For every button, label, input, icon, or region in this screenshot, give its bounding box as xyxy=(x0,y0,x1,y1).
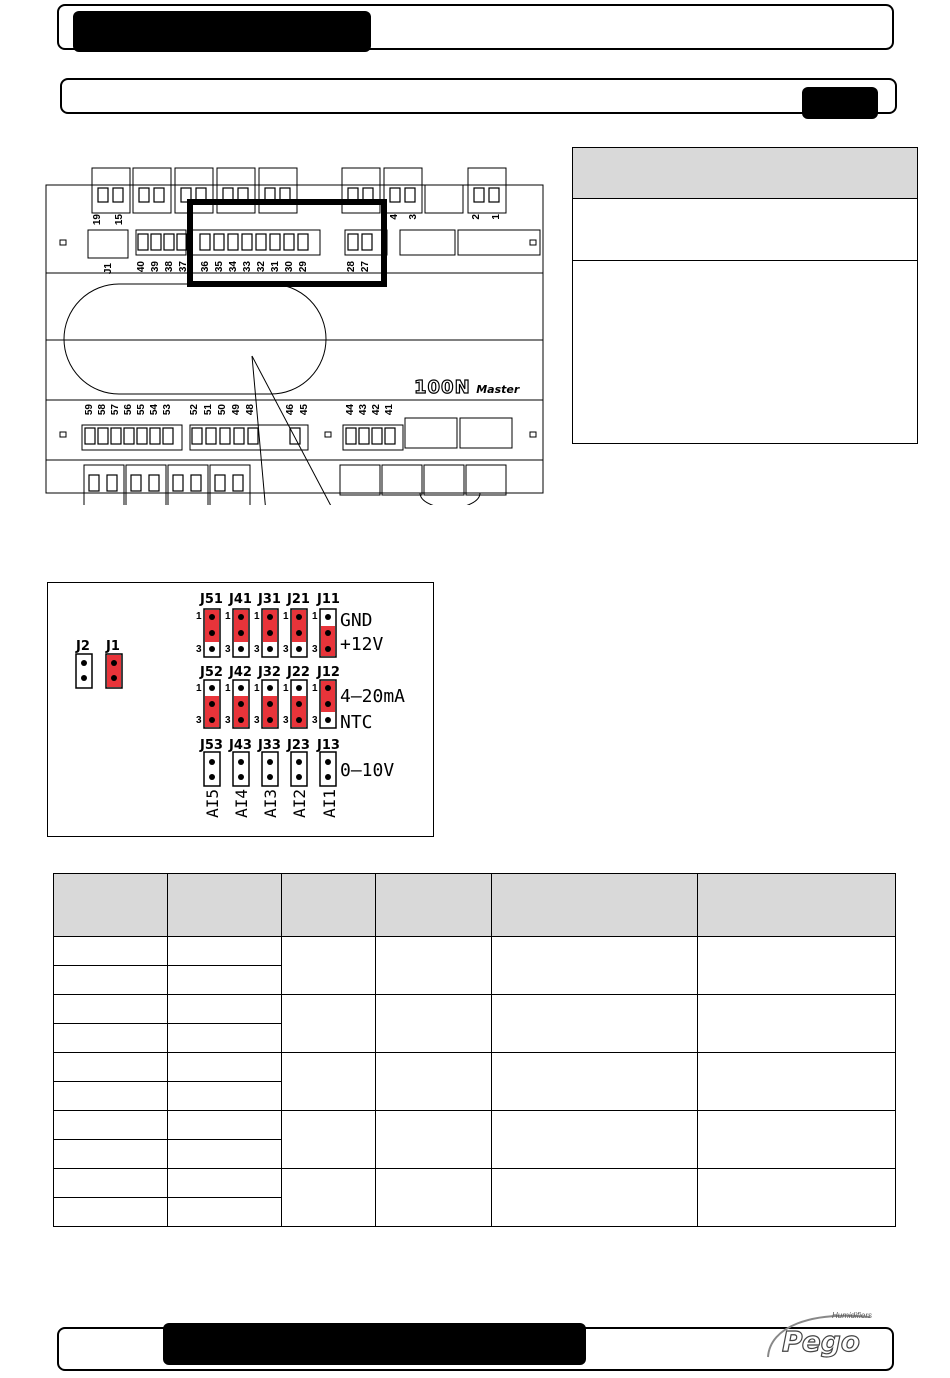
jumper-label: J13 xyxy=(317,738,340,753)
info-box-row xyxy=(573,199,917,261)
pin-number: 1 xyxy=(283,683,289,694)
terminal-label: 52 xyxy=(189,404,200,416)
terminal-label: 41 xyxy=(384,404,395,416)
terminal-label: 46 xyxy=(285,404,296,416)
table-header xyxy=(54,874,896,937)
jumper-label: J43 xyxy=(229,738,252,753)
footer-title-bar xyxy=(163,1323,586,1365)
terminal-label: 4 xyxy=(389,214,400,220)
jumper-label: J31 xyxy=(258,592,281,607)
header-title-bar xyxy=(73,11,371,52)
terminal-label: 54 xyxy=(149,404,160,416)
terminal-label: 28 xyxy=(346,261,357,273)
info-box-header xyxy=(573,148,917,199)
terminal-label: 48 xyxy=(245,404,256,416)
jumper-label: J21 xyxy=(287,592,310,607)
terminal-label: 19 xyxy=(92,214,103,226)
terminal-label: 33 xyxy=(242,261,253,273)
jumper-label: J52 xyxy=(200,665,223,680)
pin-number: 1 xyxy=(312,611,318,622)
jumper-label: J53 xyxy=(200,738,223,753)
pin-number: 3 xyxy=(312,715,318,726)
jumper-label-j2: J2 xyxy=(76,639,90,654)
pin-number: 3 xyxy=(254,715,260,726)
terminal-label: 3 xyxy=(408,214,419,220)
model-label: 100N Master xyxy=(414,377,520,398)
pin-number: 3 xyxy=(196,715,202,726)
terminal-label: 53 xyxy=(162,404,173,416)
terminal-label: 39 xyxy=(150,261,161,273)
terminal-label: 2 xyxy=(471,214,482,220)
jumper-label: J33 xyxy=(258,738,281,753)
pego-logo: Humidifiers Pego xyxy=(760,1305,880,1365)
jumper-label: J41 xyxy=(229,592,252,607)
terminal-label: 51 xyxy=(203,404,214,416)
analog-input-label: AI3 xyxy=(261,789,280,818)
signal-4-20ma: 4–20mA xyxy=(340,686,406,707)
terminal-label: 15 xyxy=(114,214,125,226)
section-frame xyxy=(60,78,897,114)
analog-input-label: AI1 xyxy=(320,789,339,818)
signal-gnd: GND xyxy=(340,610,373,631)
pin-number: 1 xyxy=(312,683,318,694)
terminal-label: 45 xyxy=(299,404,310,416)
terminal-label: 56 xyxy=(123,404,134,416)
table-row xyxy=(54,1169,896,1198)
terminal-label: 35 xyxy=(214,261,225,273)
terminal-label: 1 xyxy=(491,214,502,220)
pin-number: 1 xyxy=(254,683,260,694)
signal-0-10v: 0–10V xyxy=(340,760,395,781)
terminal-label: 27 xyxy=(360,261,371,273)
terminal-label: 58 xyxy=(97,404,108,416)
terminal-label: 49 xyxy=(231,404,242,416)
signal-12v: +12V xyxy=(340,634,384,655)
terminal-label: 42 xyxy=(371,404,382,416)
terminal-label: 59 xyxy=(84,404,95,416)
terminal-label: 44 xyxy=(345,404,356,416)
board-drawing xyxy=(40,160,560,505)
jumper-label: J42 xyxy=(229,665,252,680)
table-row xyxy=(54,937,896,966)
pin-number: 1 xyxy=(225,683,231,694)
pin-number: 3 xyxy=(283,644,289,655)
jumper-label: J32 xyxy=(258,665,281,680)
terminal-label: 55 xyxy=(136,404,147,416)
pin-number: 3 xyxy=(225,715,231,726)
pin-number: 1 xyxy=(196,611,202,622)
pin-number: 3 xyxy=(196,644,202,655)
page-number-badge xyxy=(802,87,878,119)
jumper-label: J11 xyxy=(317,592,340,607)
info-box xyxy=(572,147,918,444)
pin-number: 3 xyxy=(283,715,289,726)
connector-j1-label: J1 xyxy=(103,263,114,275)
pin-number: 1 xyxy=(225,611,231,622)
pin-number: 3 xyxy=(254,644,260,655)
terminal-label: 29 xyxy=(298,261,309,273)
analog-input-label: AI5 xyxy=(203,789,222,818)
terminal-label: 38 xyxy=(164,261,175,273)
pin-number: 3 xyxy=(225,644,231,655)
terminal-label: 50 xyxy=(217,404,228,416)
terminal-label: 30 xyxy=(284,261,295,273)
terminal-label: 36 xyxy=(200,261,211,273)
pin-number: 1 xyxy=(196,683,202,694)
jumper-label-j1: J1 xyxy=(106,639,120,654)
pin-number: 3 xyxy=(312,644,318,655)
table-row xyxy=(54,1111,896,1140)
terminal-table xyxy=(53,873,896,1227)
signal-ntc: NTC xyxy=(340,712,373,733)
terminal-label: 32 xyxy=(256,261,267,273)
analog-input-label: AI4 xyxy=(232,789,251,818)
jumper-label: J51 xyxy=(200,592,223,607)
terminal-label: 31 xyxy=(270,261,281,273)
terminal-label: 40 xyxy=(136,261,147,273)
jumper-label: J23 xyxy=(287,738,310,753)
analog-input-label: AI2 xyxy=(290,789,309,818)
terminal-label: 34 xyxy=(228,261,239,273)
table-row xyxy=(54,995,896,1024)
terminal-label: 43 xyxy=(358,404,369,416)
table-row xyxy=(54,1053,896,1082)
terminal-label: 37 xyxy=(178,261,189,273)
terminal-label: 57 xyxy=(110,404,121,416)
jumper-label: J22 xyxy=(287,665,310,680)
jumper-label: J12 xyxy=(317,665,340,680)
pin-number: 1 xyxy=(254,611,260,622)
pin-number: 1 xyxy=(283,611,289,622)
